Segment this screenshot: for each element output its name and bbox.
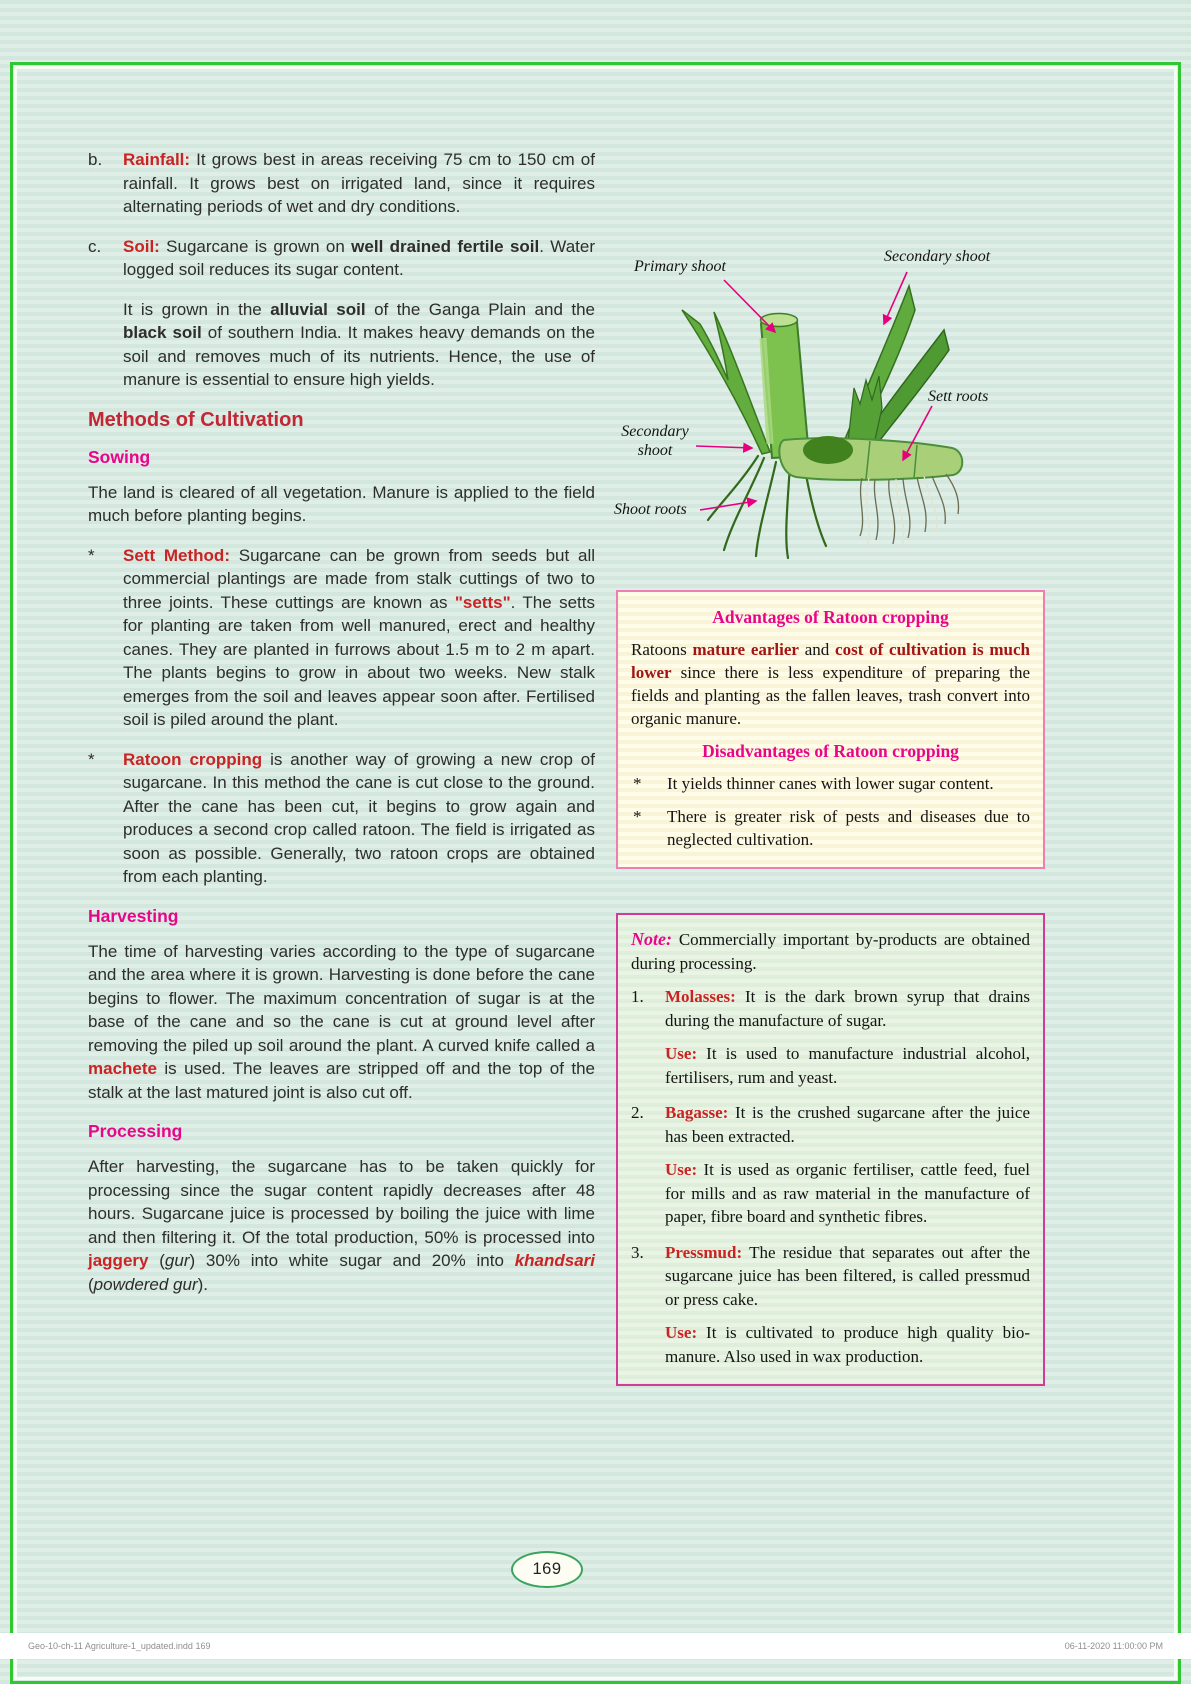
print-slug-strip xyxy=(0,1633,1191,1659)
main-text-column xyxy=(88,148,595,1312)
byproducts-note-box xyxy=(616,913,1045,1386)
page-number-badge xyxy=(511,1551,583,1588)
bullet-asterisk: * xyxy=(633,807,642,826)
ratoon-advantages-box xyxy=(616,590,1045,869)
note-intro: Note: Commercially important by-products are obtained during processing. xyxy=(631,929,1030,973)
molasses-paragraph: Molasses: It is the dark brown syrup that drains during the manufacture of sugar. xyxy=(665,987,1031,1030)
use-keyword: Use: xyxy=(665,1160,698,1179)
advantages-title: Advantages of Ratoon cropping xyxy=(712,607,949,627)
sowing-heading: Sowing xyxy=(88,446,151,467)
bagasse-use-paragraph: Use: It is used as organic fertiliser, cattle feed, fuel for mills and as raw material in the manufacture of paper, fibre board and synthetic fibres. xyxy=(665,1160,1031,1226)
machete-keyword: machete xyxy=(88,1059,157,1078)
disadvantage-item xyxy=(631,772,1030,795)
harvesting-heading: Harvesting xyxy=(88,905,179,926)
item-letter: c. xyxy=(88,236,102,256)
powdered-gur-term: powdered gur xyxy=(93,1274,198,1294)
ratoon-cropping-item xyxy=(88,748,595,889)
page-number: 169 xyxy=(532,1560,562,1578)
ratoon-keyword: Ratoon cropping xyxy=(123,749,263,769)
sugarcane-shoot-diagram xyxy=(612,246,1017,580)
disadvantage-text: There is greater risk of pests and diseases due to neglected cultivation. xyxy=(667,807,1030,849)
bullet-asterisk: * xyxy=(633,774,642,793)
pressmud-paragraph: Pressmud: The residue that separates out after the sugarcane juice has been filtered, is called pressmud or press cake. xyxy=(665,1242,1030,1309)
label-secondary-shoot-top: Secondary shoot xyxy=(884,248,991,265)
sowing-paragraph: The land is cleared of all vegetation. Manure is applied to the field much before planting begins. xyxy=(88,482,595,525)
rainfall-paragraph xyxy=(123,148,595,219)
bagasse-keyword: Bagasse: xyxy=(665,1103,729,1122)
item-number: 2. xyxy=(631,1103,644,1122)
advantages-paragraph: Ratoons mature earlier and cost of cultivation is much lower since there is less expenditure of preparing the fields and planting as the fallen leaves, trash convert into organic manure. xyxy=(631,640,1030,728)
gur-term: gur xyxy=(164,1251,190,1270)
byproduct-item xyxy=(631,985,1030,1099)
processing-heading: Processing xyxy=(88,1121,183,1141)
pressmud-use-paragraph: Use: It is cultivated to produce high quality bio-manure. Also used in wax production. xyxy=(665,1323,1030,1366)
disadvantage-item xyxy=(631,805,1030,851)
note-keyword: Note: xyxy=(631,929,672,949)
use-keyword: Use: xyxy=(665,1323,698,1342)
rainfall-item xyxy=(88,148,595,219)
label-sett-roots: Sett roots xyxy=(928,388,989,405)
mature-earlier-keyword: mature earlier xyxy=(692,640,799,659)
label-secondary-shoot-left: Secondary shoot xyxy=(621,423,689,459)
rainfall-keyword: Rainfall: xyxy=(123,150,191,169)
item-number: 3. xyxy=(631,1242,644,1262)
byproduct-item xyxy=(631,1241,1030,1379)
disadvantages-title: Disadvantages of Ratoon cropping xyxy=(702,741,959,761)
harvesting-paragraph: The time of harvesting varies according to the type of sugarcane and the area where it is grown. Harvesting is done before the cane begins to flower. The maximum concentration of sugar is at the base of the cane and so the cane is cut at ground level after removing the piled up soil around the plant. A curved knife called a machete is used. The leaves are stripped off and the top of the stalk at the last matured joint is also cut off. xyxy=(88,941,595,1102)
soil-paragraph-2: It is grown in the alluvial soil of the Ganga Plain and the black soil of southern India. It makes heavy demands on the soil and removes much of its nutrients. Hence, the use of manure is essential to ensure high yields. xyxy=(123,299,596,389)
item-number: 1. xyxy=(631,987,644,1006)
cost-lower-keyword: cost of cultivation is much lower xyxy=(631,640,1030,682)
primary-shoot-shape xyxy=(761,314,810,459)
label-primary-shoot: Primary shoot xyxy=(634,258,726,275)
sugarcane-illustration xyxy=(612,246,1017,580)
use-keyword: Use: xyxy=(665,1044,698,1063)
molasses-use-paragraph: Use: It is used to manufacture industrial alcohol, fertilisers, rum and yeast. xyxy=(665,1044,1030,1087)
bud-shape xyxy=(803,436,853,464)
molasses-keyword: Molasses: xyxy=(665,987,736,1006)
soil-item xyxy=(88,235,595,282)
disadvantage-text: It yields thinner canes with lower sugar content. xyxy=(667,774,994,793)
setts-keyword: "setts" xyxy=(454,592,511,612)
item-letter: b. xyxy=(88,150,103,169)
slug-filename: Geo-10-ch-11 Agriculture-1_updated.indd 169 xyxy=(28,1641,211,1651)
pressmud-keyword: Pressmud: xyxy=(665,1242,743,1262)
sett-roots-shape xyxy=(860,474,959,548)
rainfall-text: It grows best in areas receiving 75 cm to 150 cm of rainfall. It grows best on irrigated land, since it requires alternating periods of wet and dry conditions. xyxy=(123,150,595,216)
processing-paragraph: After harvesting, the sugarcane has to be taken quickly for processing since the sugar content rapidly decreases after 48 hours. Sugarcane juice is processed by boiling the juice with lime and then filtering it. Of the total production, 50% is processed into jaggery (gur) 30% into white sugar and 20% into khandsari (powdered gur). xyxy=(88,1157,595,1294)
sett-method-item xyxy=(88,544,595,732)
label-shoot-roots: Shoot roots xyxy=(614,501,687,518)
byproduct-item xyxy=(631,1101,1030,1239)
sett-method-keyword: Sett Method: xyxy=(123,545,230,565)
ratoon-cropping-paragraph: Ratoon cropping is another way of growing a new crop of sugarcane. In this method the cane is cut close to the ground. After the cane has been cut, it begins to grow again and produces a second crop called ratoon. The field is irrigated as soon as possible. Generally, two ratoon crops are obtained from each planting. xyxy=(123,749,595,886)
bullet-asterisk: * xyxy=(88,749,95,769)
slug-timestamp: 06-11-2020 11:00:00 PM xyxy=(1064,1641,1163,1651)
bullet-asterisk: * xyxy=(88,545,95,565)
bagasse-paragraph: Bagasse: It is the crushed sugarcane after the juice has been extracted. xyxy=(665,1103,1030,1146)
khandsari-keyword: khandsari xyxy=(514,1251,595,1270)
methods-of-cultivation-heading: Methods of Cultivation xyxy=(88,408,304,431)
jaggery-keyword: jaggery xyxy=(88,1251,149,1270)
soil-paragraph: Soil: Sugarcane is grown on well drained fertile soil. Water logged soil reduces its sugar content. xyxy=(123,236,595,279)
sett-method-paragraph: Sett Method: Sugarcane can be grown from seeds but all commercial plantings are made from stalk cuttings of two to three joints. These cuttings are known as "setts". The setts for planting are taken from well manured, erect and healthy canes. They are planted in furrows about 1.5 m to 2 m apart. The plants begins to grow in about two weeks. New stalk emerges from the soil and leaves appear soon after. Fertilised soil is piled around the plant. xyxy=(123,545,595,729)
soil-keyword: Soil: xyxy=(123,236,160,256)
